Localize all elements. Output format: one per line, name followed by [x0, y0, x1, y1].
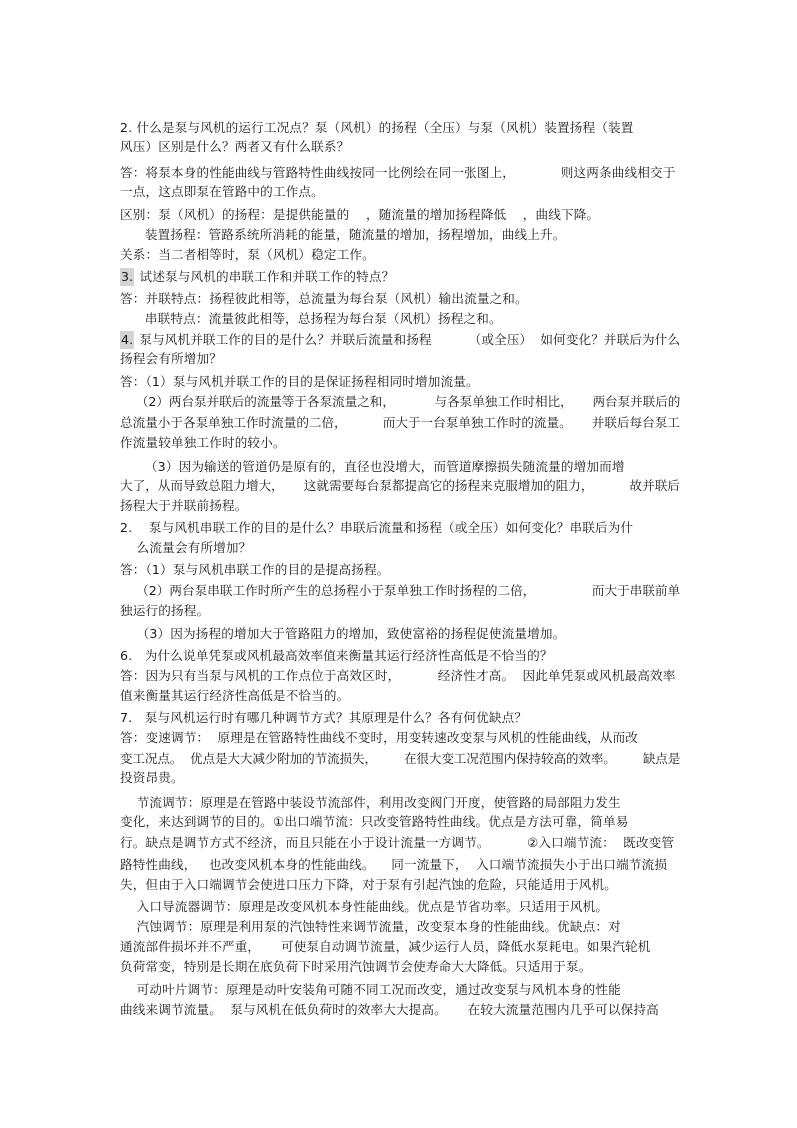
text-line	[120, 519, 633, 537]
text-line	[120, 981, 621, 999]
text-line	[120, 164, 675, 182]
line-text: 答：变速调节： 原理是在管路特性曲线不变时，用变转速改变泵与风机的性能曲线，从而改	[120, 730, 639, 745]
text-line	[120, 876, 617, 894]
line-text: 么流量会有所增加？	[120, 540, 252, 555]
text-line	[120, 625, 565, 643]
line-text: 行。缺点是调节方式不经济，而且只能在小于设计流量一方调节。 ②入口端节流： 既改变管	[120, 835, 675, 850]
text-line	[120, 1001, 659, 1019]
line-text: 区别：泵（风机）的扬程：是提供能量的 ，随流量的增加扬程降低 ，曲线下降。	[120, 207, 600, 222]
text-line	[120, 958, 592, 976]
highlighted-question-number: 4.	[121, 332, 134, 347]
line-text: 大了，从而导致总阻力增大， 这就需要每台泵都提高它的扬程来克服增加的阻力， 故并联后	[120, 478, 680, 493]
line-text: 答：因为只有当泵与风机的工作点位于高效区时， 经济性才高。 因此单凭泵或风机最高效率	[120, 668, 676, 683]
text-line	[120, 898, 608, 916]
line-text: 扬程会有所增加？	[120, 351, 222, 366]
text-line	[120, 246, 375, 264]
line-text: 曲线来调节流量。 泵与风机在低负荷时的效率大大提高。 在较大流量范围内几乎可以保持高	[120, 1002, 659, 1017]
line-text: 总流量小于各泵单独工作时流量的二倍， 而大于一台泵单独工作时的流量。 并联后每台泵工	[120, 415, 680, 430]
line-text: 2. 泵与风机串联工作的目的是什么？串联后流量和扬程（或全压）如何变化？串联后为什	[120, 520, 634, 535]
line-text: 6. 为什么说单凭泵或风机最高效率值来衡量其运行经济性高低是不恰当的？	[120, 648, 553, 663]
line-text: 关系：当二者相等时，泵（风机）稳定工作。	[120, 247, 375, 262]
text-line	[120, 918, 621, 936]
line-text: 汽蚀调节：原理是利用泵的汽蚀特性来调节流量，改变泵本身的性能曲线。优缺点：对	[120, 919, 621, 934]
text-line	[120, 729, 638, 747]
text-line	[120, 769, 184, 787]
text-line	[120, 290, 528, 308]
line-text: 通流部件损坏并不严重， 可使泵自动调节流量，减少运行人员，降低水泵耗电。如果汽轮机	[120, 939, 651, 954]
line-text: 可动叶片调节：原理是动叶安装角可随不同工况而改变，通过改变泵与风机本身的性能	[120, 982, 621, 997]
text-line	[120, 602, 209, 620]
text-line	[120, 414, 680, 432]
text-line	[120, 856, 667, 874]
line-text: 一点，这点即泵在管路中的工作点。	[120, 184, 324, 199]
line-text: 独运行的扬程。	[120, 603, 210, 618]
line-text: 串联特点：流量彼此相等，总扬程为每台泵（风机）扬程之和。	[120, 311, 502, 326]
text-line	[120, 373, 479, 391]
text-line	[120, 667, 675, 685]
text-line	[120, 834, 674, 852]
line-text: 节流调节：原理是在管路中装设节流部件，利用改变阀门开度，使管路的局部阻力发生	[120, 795, 621, 810]
line-text: 风压）区别是什么？两者又有什么联系？	[120, 139, 350, 154]
line-text: （2）两台泵并联后的流量等于各泵流量之和， 与各泵单独工作时相比， 两台泵并联后的	[120, 394, 681, 409]
text-line	[120, 582, 680, 600]
highlighted-question-number: 3.	[121, 269, 134, 284]
text-line	[120, 497, 247, 515]
line-text: 负荷常变，特别是长期在底负荷下时采用汽蚀调节会使寿命大大降低。只适用于泵。	[120, 959, 592, 974]
text-line	[120, 206, 599, 224]
text-line	[120, 813, 628, 831]
text-line	[120, 310, 502, 328]
line-text: （3）因为扬程的增加大于管路阻力的增加，致使富裕的扬程促使流量增加。	[120, 626, 566, 641]
text-line	[120, 331, 680, 349]
text-line	[120, 226, 565, 244]
text-line	[120, 138, 349, 156]
text-line	[120, 268, 394, 286]
text-line	[120, 561, 389, 579]
line-text: 装置扬程：管路系统所消耗的能量，随流量的增加，扬程增加，曲线上升。	[120, 227, 566, 242]
text-line	[120, 458, 625, 476]
text-line	[120, 477, 680, 495]
text-line	[120, 709, 527, 727]
text-line	[120, 794, 621, 812]
text-line	[120, 539, 251, 557]
line-text: 7. 泵与风机运行时有哪几种调节方式？其原理是什么？各有何优缺点？	[120, 710, 528, 725]
text-line	[120, 434, 286, 452]
text-line	[120, 350, 222, 368]
line-text: 答：（1）泵与风机并联工作的目的是保证扬程相同时增加流量。	[120, 374, 479, 389]
line-text: 值来衡量其运行经济性高低是不恰当的。	[120, 688, 350, 703]
text-line	[120, 119, 633, 137]
line-text: （3）因为输送的管道仍是原有的，直径也没增大，而管道摩擦损失随流量的增加而增	[120, 459, 625, 474]
line-text: 投资昂贵。	[120, 770, 184, 785]
line-text: 泵与风机并联工作的目的是什么？并联后流量和扬程 （或全压） 如何变化？并联后为什么	[135, 332, 681, 347]
line-text: 扬程大于并联前扬程。	[120, 498, 248, 513]
line-text: 答：并联特点：扬程彼此相等，总流量为每台泵（风机）输出流量之和。	[120, 291, 528, 306]
text-line	[120, 750, 680, 768]
line-text: 答：将泵本身的性能曲线与管路特性曲线按同一比例绘在同一张图上， 则这两条曲线相交于	[120, 165, 676, 180]
line-text: 失，但由于入口端调节会使进口压力下降，对于泵有引起汽蚀的危险，只能适用于风机。	[120, 877, 618, 892]
line-text: 变化，来达到调节的目的。①出口端节流：只改变管路特性曲线。优点是方法可靠，简单易	[120, 814, 629, 829]
line-text: 作流量较单独工作时的较小。	[120, 435, 286, 450]
text-line	[120, 393, 680, 411]
line-text: 2. 什么是泵与风机的运行工况点？泵（风机）的扬程（全压）与泵（风机）装置扬程（装置	[120, 120, 634, 135]
text-line	[120, 687, 349, 705]
text-line	[120, 647, 553, 665]
line-text: 入口导流器调节：原理是改变风机本身性能曲线。优点是节省功率。只适用于风机。	[120, 899, 609, 914]
text-line	[120, 183, 324, 201]
line-text: 答：（1）泵与风机串联工作的目的是提高扬程。	[120, 562, 390, 577]
text-line	[120, 938, 651, 956]
line-text: 变工况点。 优点是大大减少附加的节流损失， 在很大变工况范围内保持较高的效率。 缺点是	[120, 751, 681, 766]
line-text: （2）两台泵串联工作时所产生的总扬程小于泵单独工作时扬程的二倍， 而大于串联前单	[120, 583, 681, 598]
line-text: 试述泵与风机的串联工作和并联工作的特点？	[135, 269, 395, 284]
line-text: 路特性曲线， 也改变风机本身的性能曲线。 同一流量下， 入口端节流损失小于出口端节流损	[120, 857, 668, 872]
